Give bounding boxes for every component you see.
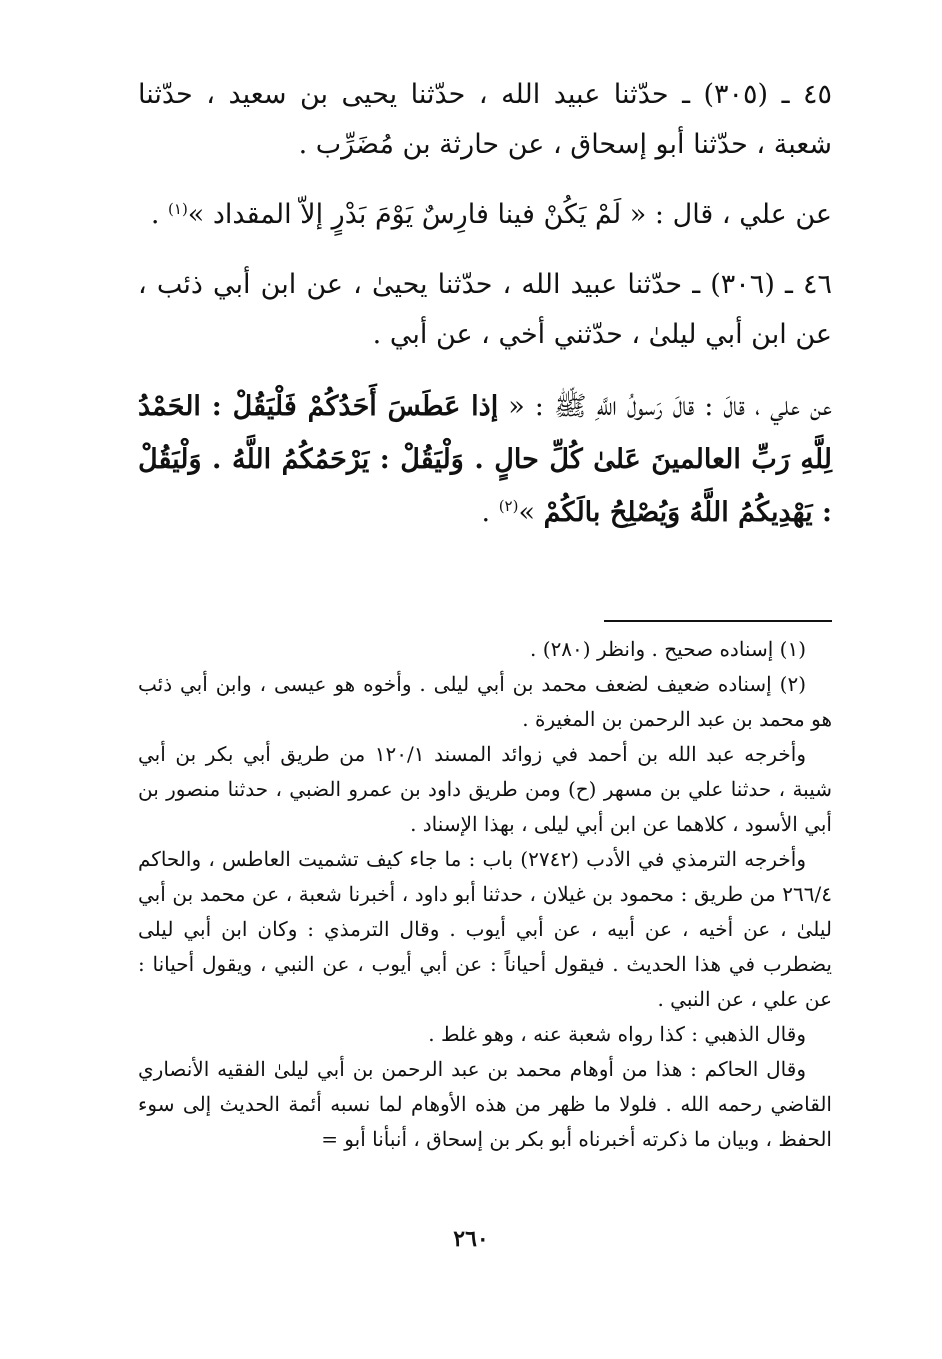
hadith-46-end: . <box>481 497 499 528</box>
hadith-45-isnad: ٤٥ ـ (٣٠٥) ـ حدّثنا عبيد الله ، حدّثنا يحيى بن سعيد ، حدّثنا شعبة ، حدّثنا أبو إسحاق ، عن حارثة بن مُضَرِّب . <box>138 79 832 160</box>
main-text <box>138 70 832 539</box>
hadith-46-matn-intro: عن علي ، قالَ : قالَ رَسولُ اللَّهِ ﷺ : « <box>498 391 832 422</box>
hadith-46-matn <box>138 380 832 539</box>
footnote-divider <box>604 620 832 622</box>
hadith-46-matn-close: » <box>518 497 544 528</box>
footnote-2-cont-1: وأخرجه عبد الله بن أحمد في زوائد المسند ١٢٠/١ من طريق أبي بكر بن أبي شيبة ، حدثنا علي بن مسهر (ح) ومن طريق داود بن عمرو الضبي ، حدثنا منصور بن أبي الأسود ، كلاهما عن ابن أبي ليلى ، بهذا الإسناد . <box>138 742 832 836</box>
hadith-45-matn-text: عن علي ، قال : « لَمْ يَكُنْ فينا فارِسٌ يَوْمَ بَدْرٍ إلاّ المقداد » <box>187 199 832 230</box>
footnotes <box>138 632 832 1157</box>
hadith-46-isnad: ٤٦ ـ (٣٠٦) ـ حدّثنا عبيد الله ، حدّثنا يحيىٰ ، عن ابن أبي ذئب ، عن ابن أبي ليلىٰ ، حدّثني أخي ، عن أبي . <box>138 269 833 350</box>
page-number: ٢٦٠ <box>453 1226 489 1252</box>
footnote-2: (٢) إسناده ضعيف لضعف محمد بن أبي ليلى . وأخوه هو عيسى ، وابن أبي ذئب هو محمد بن عبد الرحمن بن المغيرة . <box>138 672 832 731</box>
footnote-ref-1[interactable]: (١) <box>168 200 188 218</box>
hadith-45-matn <box>138 190 832 240</box>
footnote-2-cont-2: وأخرجه الترمذي في الأدب (٢٧٤٢) باب : ما جاء كيف تشميت العاطس ، والحاكم ٢٦٦/٤ من طريق : محمود بن غيلان ، حدثنا أبو داود ، أخبرنا شعبة ، عن محمد بن أبي ليلىٰ ، عن أخيه ، عن أبيه ، عن أبي أيوب . وقال الترمذي : وكان ابن أبي ليلى يضطرب في هذا الحديث . فيقول أحياناً : عن أبي أيوب ، عن النبي ، ويقول أحيانا : عن علي ، عن النبي . <box>138 847 832 1011</box>
footnote-2-cont-3: وقال الذهبي : كذا رواه شعبة عنه ، وهو غلط . <box>428 1022 806 1046</box>
hadith-45-end: . <box>150 199 169 230</box>
footnote-1: (١) إسناده صحيح . وانظر (٢٨٠) . <box>530 637 806 661</box>
footnote-ref-2[interactable]: (٢) <box>498 497 519 515</box>
hadith-46-matn-bold: إذا عَطَسَ أَحَدُكُمْ فَلْيَقُلْ : الحَمْدُ لِلَّهِ رَبِّ العالمينَ عَلىٰ كُلِّ حالٍ . وَلْيَقُلْ : يَرْحَمُكُمُ اللَّهُ . وَلْيَقُلْ : يَهْدِيكُمُ اللَّهُ وَيُصْلِحُ بالَكُمْ <box>138 391 832 528</box>
footnote-2-cont-4: وقال الحاكم : هذا من أوهام محمد بن عبد الرحمن بن أبي ليلىٰ الفقيه الأنصاري القاضي رحمه الله . فلولا ما ظهر من هذه الأوهام لما نسبه أئمة الحديث إلى سوء الحفظ ، وبيان ما ذكرته أخبرناه أبو بكر بن إسحاق ، أنبأنا أبو = <box>138 1057 832 1151</box>
